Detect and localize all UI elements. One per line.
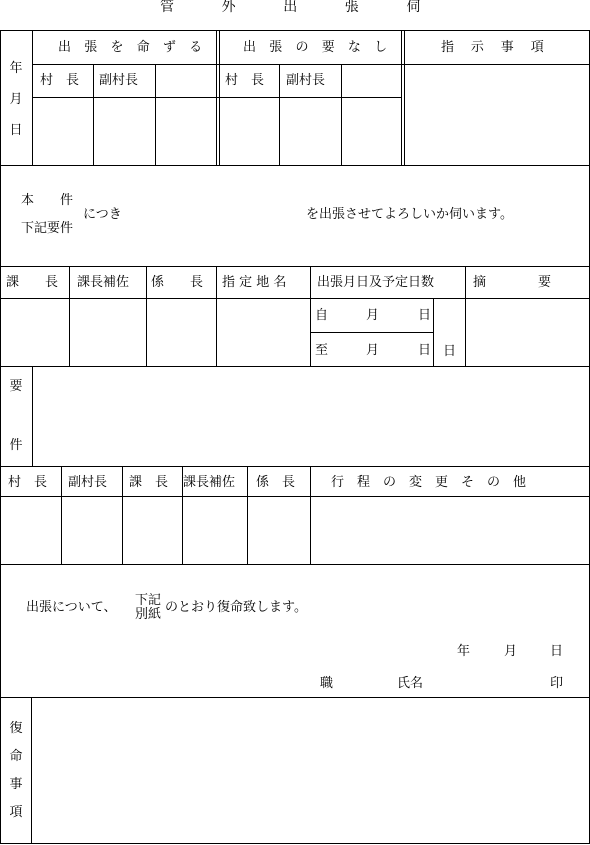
- order-mayor-label: 村 長: [40, 73, 80, 88]
- days-count-label: 日: [443, 344, 457, 359]
- from-day-label: 日: [418, 308, 432, 323]
- report-prefix: 出張について、: [26, 600, 117, 615]
- from-label: 自: [315, 308, 329, 323]
- header-remarks: 摘 要: [473, 275, 552, 290]
- form-title: 管 外 出 張 伺: [160, 0, 438, 15]
- to-month-label: 月: [366, 343, 380, 358]
- approval-section-chief: 課 長: [129, 475, 169, 490]
- approval-vice-mayor: 副村長: [68, 475, 108, 490]
- report-suffix: のとおり復命致します。: [165, 600, 307, 615]
- date-label-year: 年: [9, 61, 23, 76]
- report-month-label: 月: [504, 644, 518, 659]
- nonneed-vice-mayor-label: 副村長: [286, 73, 326, 88]
- requirement-label-yo: 要: [9, 379, 23, 394]
- report-items-label-fuku: 復: [9, 721, 23, 736]
- seal-label: 印: [550, 676, 564, 691]
- header-section-chief: 課 長: [6, 275, 59, 290]
- requirement-label: [9, 380, 23, 452]
- approval-assistant-chief: 課長補佐: [183, 475, 236, 490]
- nonneed-header: 出 張 の 要 な し: [243, 40, 392, 55]
- order-header: 出 張 を 命 ず る: [58, 40, 207, 55]
- date-label-day: 日: [9, 123, 23, 138]
- request-suffix: を出張させてよろしいか伺います。: [306, 207, 513, 222]
- from-month-label: 月: [366, 308, 380, 323]
- position-label: 職: [320, 676, 334, 691]
- report-year-label: 年: [457, 644, 471, 659]
- date-label: [9, 62, 23, 137]
- order-vice-mayor-label: 副村長: [99, 73, 139, 88]
- report-items-label-mei: 命: [9, 749, 23, 764]
- nonneed-mayor-label: 村 長: [225, 73, 265, 88]
- header-trip-dates: 出張月日及予定日数: [317, 275, 435, 290]
- request-option-kakiyouken: 下記要件: [21, 221, 74, 236]
- report-items-label: [9, 722, 23, 819]
- report-items-label-ji: 事: [9, 777, 23, 792]
- report-items-label-kou: 項: [9, 805, 23, 820]
- instruction-header: 指 示 事 項: [441, 40, 546, 55]
- header-destination: 指 定 地 名: [222, 275, 287, 290]
- approval-subsection-chief: 係 長: [256, 475, 296, 490]
- approval-mayor: 村 長: [8, 475, 48, 490]
- report-day-label: 日: [550, 644, 564, 659]
- report-option-besshi: 別紙: [135, 607, 162, 622]
- to-label: 至: [315, 343, 329, 358]
- requirement-label-ken: 件: [9, 438, 23, 453]
- report-option-kaki: 下記: [135, 593, 162, 608]
- header-subsection-chief: 係 長: [151, 275, 204, 290]
- header-assistant-chief: 課長補佐: [77, 275, 130, 290]
- request-option-honken: 本 件: [21, 193, 74, 208]
- to-day-label: 日: [418, 343, 432, 358]
- itinerary-change-header: 行 程 の 変 更 そ の 他: [331, 475, 527, 490]
- request-nitsuki: につき: [83, 207, 122, 222]
- date-label-month: 月: [9, 92, 23, 107]
- name-label: 氏名: [397, 676, 424, 691]
